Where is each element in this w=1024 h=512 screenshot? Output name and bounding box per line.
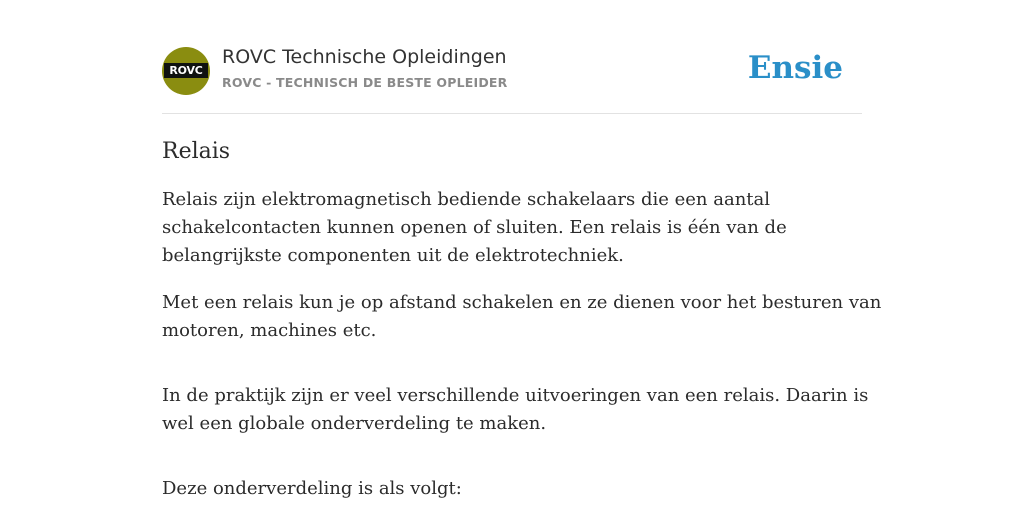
article (162, 136, 882, 512)
org-tagline: ROVC - TECHNISCH DE BESTE OPLEIDER (222, 75, 508, 90)
article-paragraph: In de praktijk zijn er veel verschillende uitvoeringen van een relais. Daarin is wel een globale onderverdeling te maken. (162, 385, 869, 434)
article-paragraph: Met een relais kun je op afstand schakelen en ze dienen voor het besturen van motoren, machines etc. (162, 292, 882, 341)
ensie-brand-logo[interactable]: Ensie (747, 50, 843, 86)
avatar[interactable] (162, 47, 210, 95)
article-paragraph: Deze onderverdeling is als volgt: (162, 478, 462, 499)
header (162, 46, 862, 96)
article-title: Relais (162, 139, 231, 164)
org-name-link[interactable]: ROVC Technische Opleidingen (222, 46, 507, 68)
header-divider (162, 113, 862, 114)
avatar-logo-text: ROVC (169, 64, 203, 77)
article-paragraph: Relais zijn elektromagnetisch bediende schakelaars die een aantal schakelcontacten kunnen openen of sluiten. Een relais is één van de belangrijkste componenten uit de elektrotechniek. (162, 189, 787, 266)
